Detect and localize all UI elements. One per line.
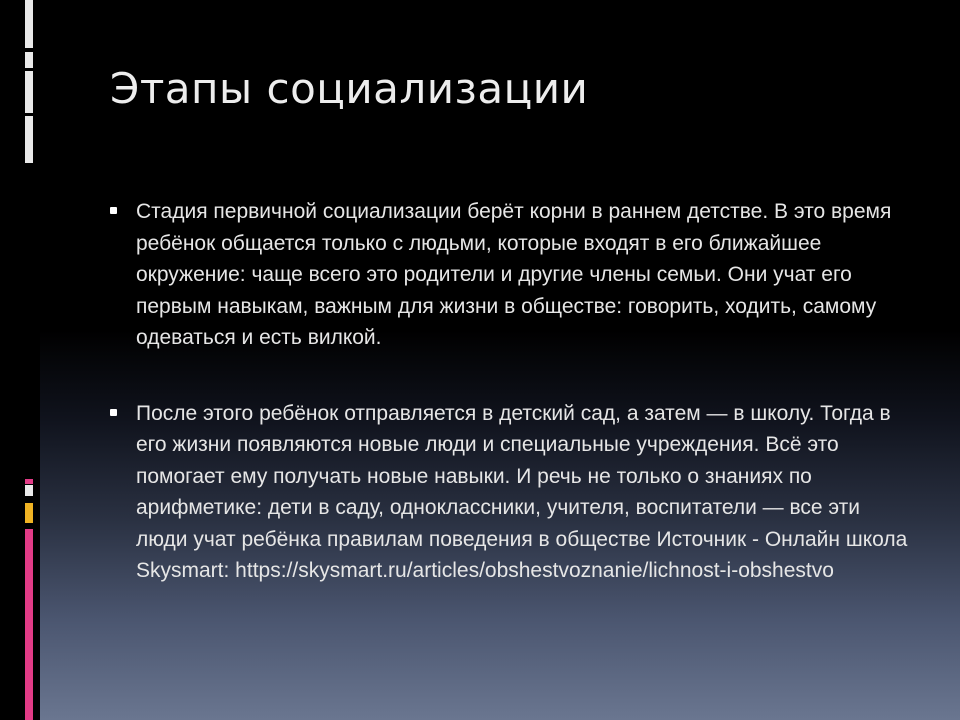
decorative-bar-pink [25,479,33,484]
decorative-bar-white [25,116,33,163]
bullet-square-icon [110,409,117,416]
bullet-item [110,398,910,587]
bullet-list [110,196,910,587]
decorative-bar-white [25,71,33,113]
bullet-item [110,196,910,354]
bullet-text: Стадия первичной социализации берёт корни в раннем детстве. В это время ребёнок общается только с людьми, которые входят в его ближайшее окружение: чаще всего это родители и другие члены семьи. Они учат его первым навыкам, важным для жизни в обществе: говорить, ходить, самому одеваться и есть вилкой. [136,200,892,349]
bullet-text: После этого ребёнок отправляется в детский сад, а затем — в школу. Тогда в его жизни появляются новые люди и специальные учреждения. Всё это помогает ему получать новые навыки. И речь не только о знаниях по арифметике: дети в саду, одноклассники, учителя, воспитатели — все эти люди учат ребёнка правилам поведения в обществе Источник - Онлайн школа Skysmart: https://skysmart.ru/articles/obshestvoznanie/lichnost-i-obshestvo [136,401,908,582]
slide-content [40,0,960,720]
decorative-bar-white [25,0,33,48]
bullet-square-icon [110,207,117,214]
left-decorative-strip [0,0,40,720]
decorative-bar-white [25,52,33,68]
decorative-bar-white [25,485,33,496]
decorative-bar-pink [25,529,33,720]
decorative-bar-orange [25,503,33,523]
slide-title: Этапы социализации [110,64,589,113]
